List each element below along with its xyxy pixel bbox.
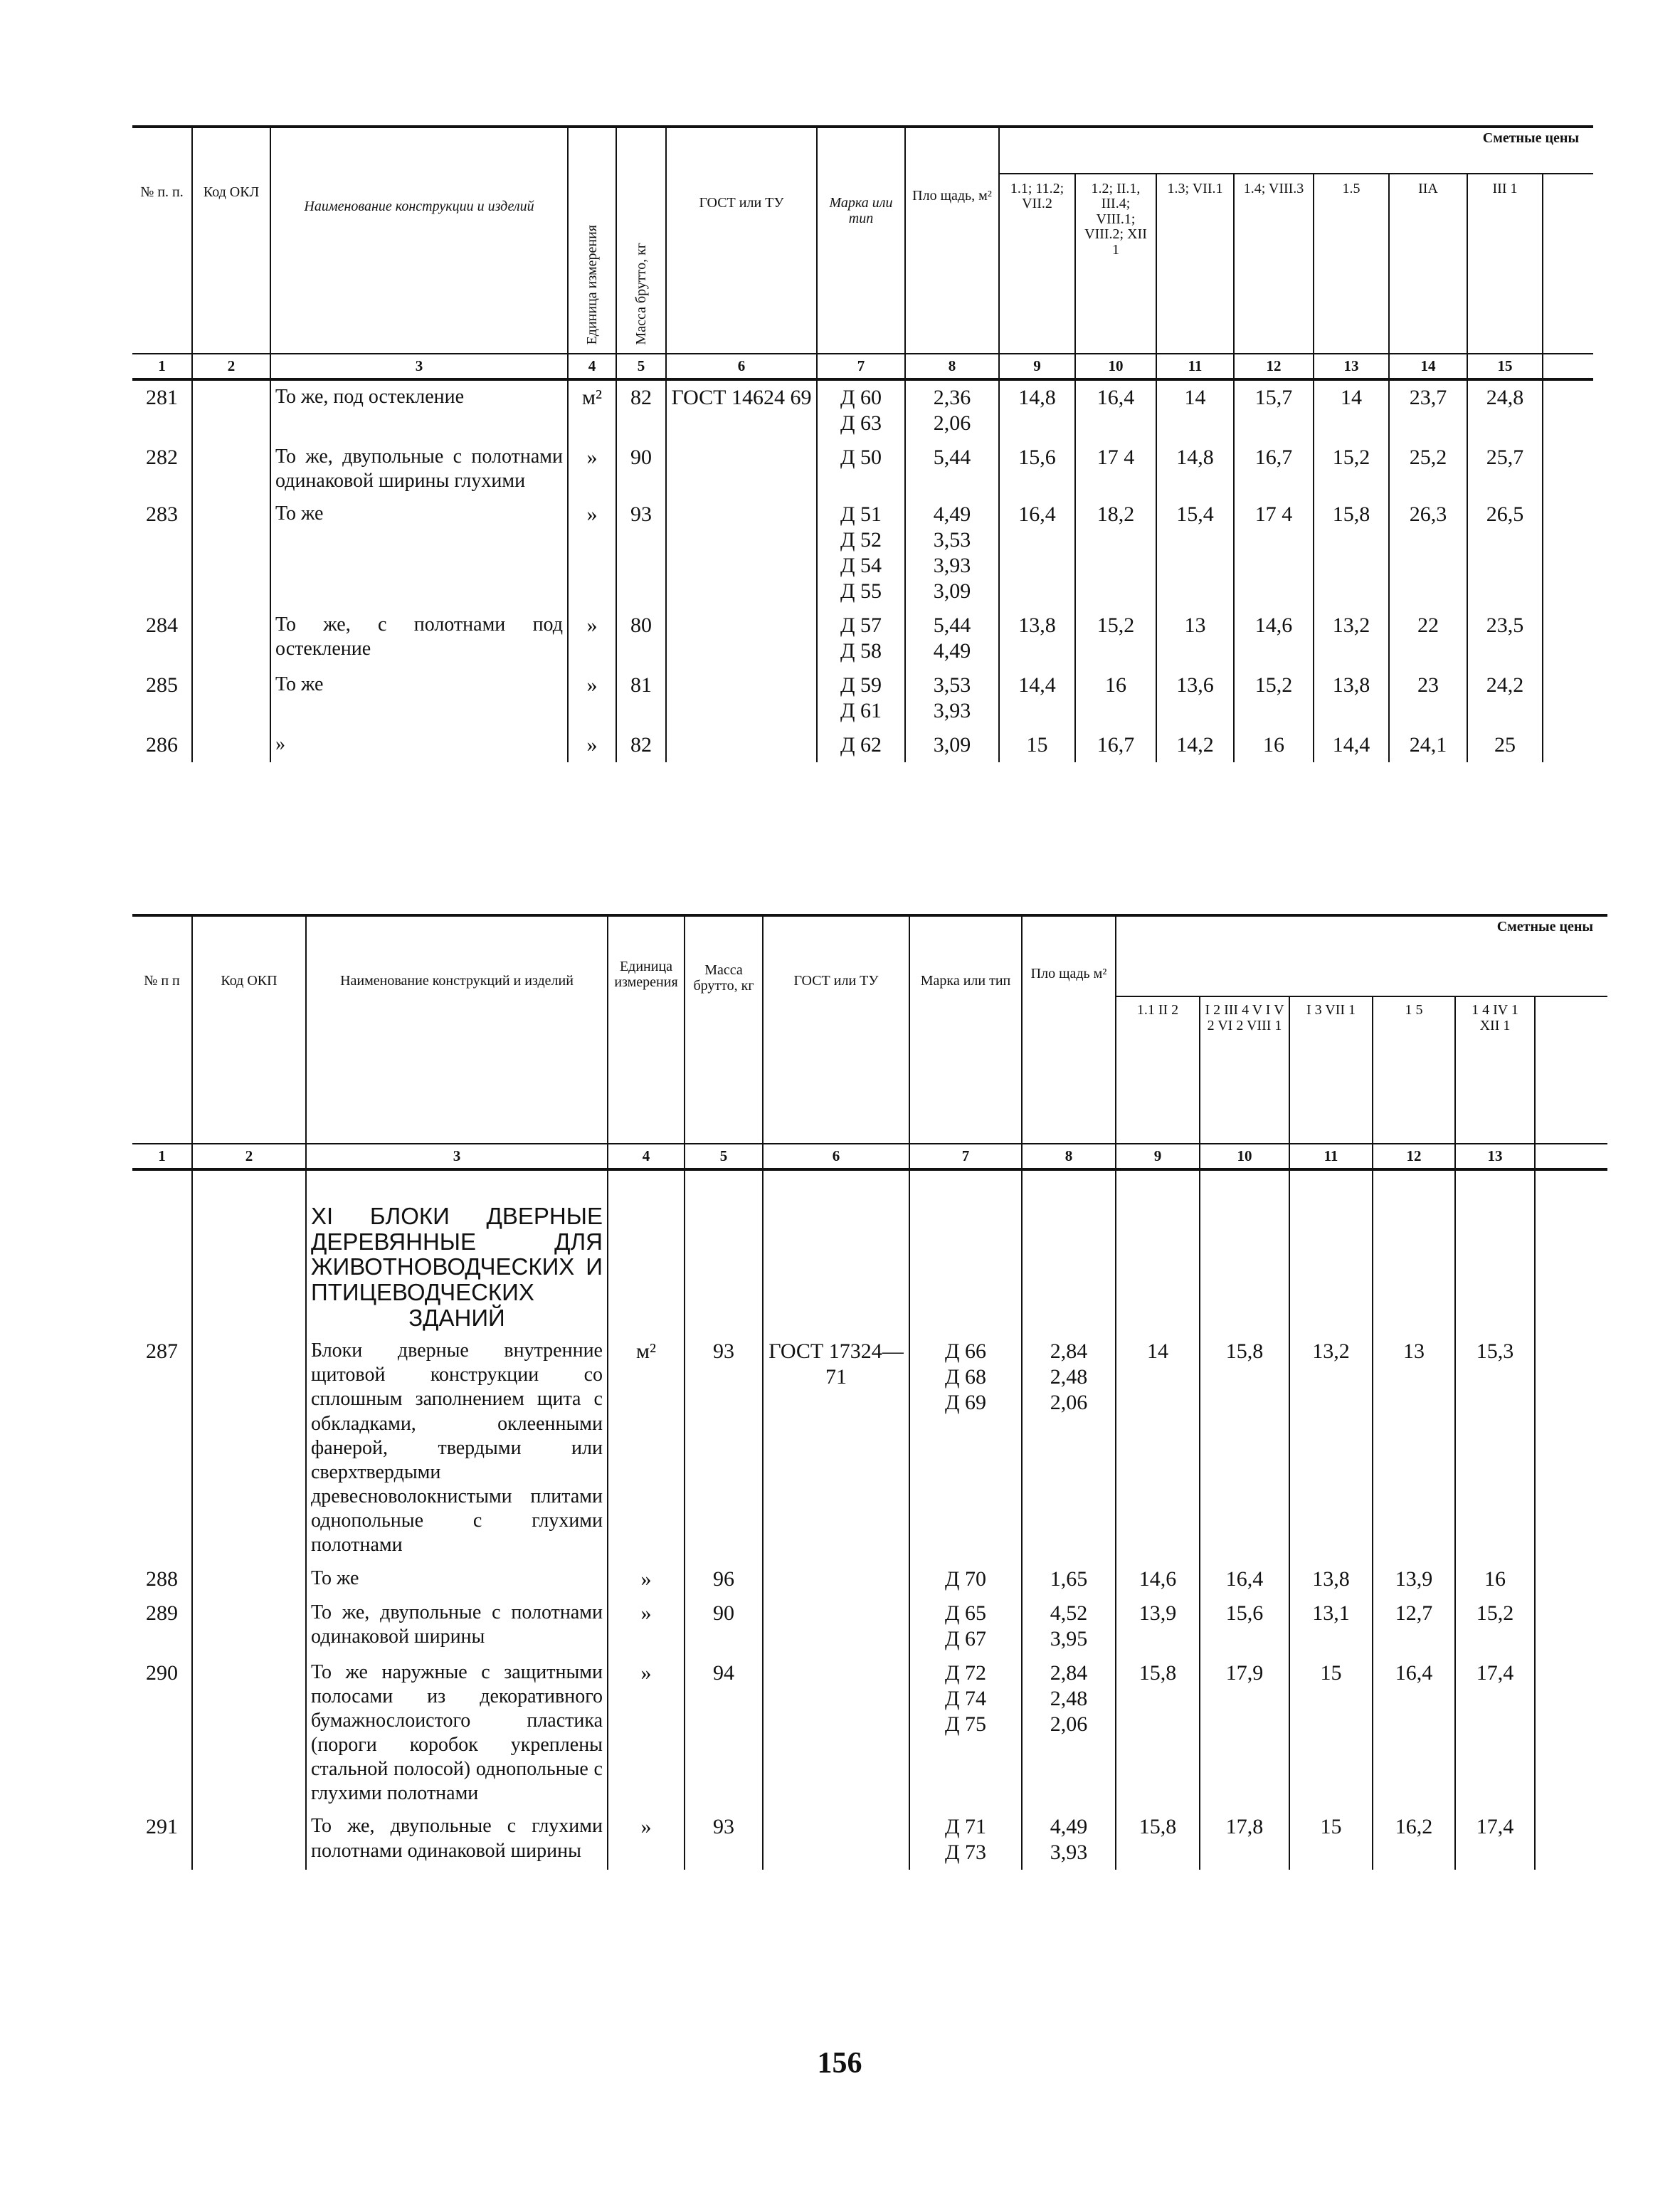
mark-line: Д 66 [945, 1339, 986, 1364]
area-line: 2,84 [1050, 1339, 1088, 1364]
price-value: 25 [1467, 728, 1543, 762]
mass: 93 [685, 1334, 763, 1562]
price-value: 13,8 [999, 609, 1075, 668]
item-name: То же [270, 668, 568, 728]
price-value: 25,2 [1389, 441, 1467, 497]
mark [909, 1810, 1022, 1870]
col-number-spacer [1535, 1144, 1607, 1169]
mark-line: Д 67 [945, 1626, 986, 1650]
mark-line: Д 69 [945, 1391, 986, 1415]
table-row [132, 441, 1593, 497]
header-price-3: I 3 VII 1 [1289, 996, 1373, 1144]
mark-line: Д 65 [945, 1601, 986, 1625]
area [905, 609, 999, 668]
header-price-5: 1.5 [1314, 174, 1389, 354]
gost [763, 1596, 909, 1656]
price-value: 17 4 [1075, 441, 1156, 497]
price-value: 14,8 [999, 379, 1075, 441]
price-value: 25,7 [1467, 441, 1543, 497]
col-number: 5 [685, 1144, 763, 1169]
price-value: 22 [1389, 609, 1467, 668]
price-value: 26,5 [1467, 497, 1543, 609]
section-heading: XI БЛОКИ ДВЕРНЫЕ ДЕРЕВЯННЫЕ ДЛЯ ЖИВОТНОВОДЧЕСКИХ И ПТИЦЕВОДЧЕСКИХ ЗДАНИЙ [311, 1203, 603, 1331]
col-number: 13 [1455, 1144, 1535, 1169]
row-spacer [1543, 379, 1593, 441]
area [1022, 1656, 1116, 1811]
col-number: 9 [1116, 1144, 1200, 1169]
col-number: 8 [1022, 1144, 1116, 1169]
price-value: 24,8 [1467, 379, 1543, 441]
price-value: 16 [1075, 668, 1156, 728]
area-line: 2,06 [1050, 1391, 1088, 1415]
area [1022, 1562, 1116, 1596]
col-number: 7 [909, 1144, 1022, 1169]
col-number-spacer [1543, 354, 1593, 379]
header-price-1: 1.1; 11.2; VII.2 [999, 174, 1075, 354]
header-area: Пло щадь м² [1022, 915, 1116, 1144]
table-row [132, 1562, 1607, 1596]
area-line: 3,93 [1050, 1841, 1088, 1865]
item-name: То же, двупольные с глухими полотнами одинаковой ширины [306, 1810, 608, 1870]
price-value: 15,7 [1234, 379, 1314, 441]
price-value: 23,5 [1467, 609, 1543, 668]
price-value: 13,9 [1116, 1596, 1200, 1656]
okl-code [192, 497, 270, 609]
price-value: 15,2 [1455, 1596, 1535, 1656]
okl-code [192, 728, 270, 762]
price-value: 16,2 [1373, 1810, 1455, 1870]
row-number: 282 [132, 441, 192, 497]
header-gost: ГОСТ или ТУ [763, 915, 909, 1144]
row-number: 287 [132, 1334, 192, 1562]
col-number: 8 [905, 354, 999, 379]
price-value: 15 [999, 728, 1075, 762]
mass: 80 [616, 609, 666, 668]
header-area: Пло щадь, м² [905, 127, 999, 354]
price-value: 17,8 [1200, 1810, 1289, 1870]
unit: м² [608, 1334, 685, 1562]
okl-code [192, 1334, 306, 1562]
okl-code [192, 1656, 306, 1811]
area-line: 3,53 [933, 528, 971, 552]
area [905, 728, 999, 762]
table-row [132, 609, 1593, 668]
price-value: 16,7 [1234, 441, 1314, 497]
header-okl: Код ОКП [192, 915, 306, 1144]
area-line: 4,49 [933, 639, 971, 663]
price-value: 15 [1289, 1810, 1373, 1870]
col-number: 11 [1156, 354, 1234, 379]
col-number: 15 [1467, 354, 1543, 379]
price-value: 14,2 [1156, 728, 1234, 762]
price-value: 23 [1389, 668, 1467, 728]
table-2-body [132, 1169, 1607, 1870]
mark-line: Д 60 [840, 386, 882, 409]
area [1022, 1810, 1116, 1870]
price-value: 14 [1156, 379, 1234, 441]
area-line: 4,49 [933, 502, 971, 527]
row-spacer [1543, 728, 1593, 762]
okl-code [192, 1562, 306, 1596]
mark [817, 497, 905, 609]
unit: » [568, 728, 616, 762]
header-unit: Единица измерения [568, 127, 616, 354]
area-line: 4,49 [1050, 1815, 1088, 1839]
row-number: 284 [132, 609, 192, 668]
header-price-2: 1.2; II.1, III.4; VIII.1; VIII.2; XII 1 [1075, 174, 1156, 354]
header-price-5: 1 4 IV 1 XII 1 [1455, 996, 1535, 1144]
price-value: 24,1 [1389, 728, 1467, 762]
table-row [132, 1810, 1607, 1870]
area [1022, 1596, 1116, 1656]
price-value: 16,4 [1075, 379, 1156, 441]
mark [909, 1334, 1022, 1562]
row-number: 291 [132, 1810, 192, 1870]
area [905, 668, 999, 728]
header-no: № п. п. [132, 127, 192, 354]
area-line: 3,53 [933, 673, 971, 697]
price-value: 17 4 [1234, 497, 1314, 609]
col-number: 13 [1314, 354, 1389, 379]
price-value: 15,2 [1075, 609, 1156, 668]
unit: » [568, 441, 616, 497]
col-number: 14 [1389, 354, 1467, 379]
col-number: 6 [666, 354, 817, 379]
mark-line: Д 63 [840, 411, 882, 435]
mark-line: Д 58 [840, 639, 882, 663]
gost [666, 668, 817, 728]
item-name: » [270, 728, 568, 762]
price-value: 13,8 [1289, 1562, 1373, 1596]
table-row [132, 379, 1593, 441]
col-number: 6 [763, 1144, 909, 1169]
row-spacer [1535, 1656, 1607, 1811]
price-value: 13,9 [1373, 1562, 1455, 1596]
unit: » [608, 1562, 685, 1596]
okl-code [192, 441, 270, 497]
col-number: 12 [1234, 354, 1314, 379]
area-line: 3,93 [933, 699, 971, 723]
gost [666, 497, 817, 609]
price-value: 15 [1289, 1656, 1373, 1811]
mass: 96 [685, 1562, 763, 1596]
price-value: 16 [1455, 1562, 1535, 1596]
price-value: 15,3 [1455, 1334, 1535, 1562]
okl-code [192, 668, 270, 728]
header-price-4: 1.4; VIII.3 [1234, 174, 1314, 354]
price-value: 15,6 [999, 441, 1075, 497]
price-value: 14,4 [999, 668, 1075, 728]
header-okl: Код ОКЛ [192, 127, 270, 354]
table-1-body [132, 379, 1593, 762]
mark [909, 1596, 1022, 1656]
area [905, 497, 999, 609]
price-value: 16,4 [999, 497, 1075, 609]
price-value: 26,3 [1389, 497, 1467, 609]
col-number: 2 [192, 354, 270, 379]
col-number: 12 [1373, 1144, 1455, 1169]
row-spacer [1535, 1596, 1607, 1656]
area-line: 2,48 [1050, 1686, 1088, 1710]
area [905, 441, 999, 497]
area-line: 3,93 [933, 554, 971, 578]
price-table-1 [132, 125, 1593, 762]
mark-line: Д 73 [945, 1841, 986, 1865]
row-number: 283 [132, 497, 192, 609]
mark-line: Д 59 [840, 673, 882, 697]
mass: 93 [685, 1810, 763, 1870]
price-value: 15,8 [1200, 1334, 1289, 1562]
price-value: 15,2 [1314, 441, 1389, 497]
header-mass: Масса брутто, кг [616, 127, 666, 354]
header-mass: Масса брутто, кг [685, 915, 763, 1144]
mark-line: Д 70 [945, 1567, 986, 1591]
mass: 90 [616, 441, 666, 497]
col-number: 3 [270, 354, 568, 379]
mass: 90 [685, 1596, 763, 1656]
okl-code [192, 1596, 306, 1656]
area-line: 3,09 [933, 579, 971, 604]
price-value: 15,8 [1314, 497, 1389, 609]
item-name: То же [306, 1562, 608, 1596]
row-number: 289 [132, 1596, 192, 1656]
price-value: 15,8 [1116, 1810, 1200, 1870]
price-value: 14 [1314, 379, 1389, 441]
price-value: 13,8 [1314, 668, 1389, 728]
mark-line: Д 75 [945, 1712, 986, 1736]
item-name: То же наружные с защитными полосами из декоративного бумажнослоистого пластика (пороги коробок укреплены стальной полосой) однопольные с глухими полотнами [306, 1656, 608, 1811]
price-value: 14 [1116, 1334, 1200, 1562]
area-line: 5,44 [933, 446, 971, 469]
row-spacer [1535, 1810, 1607, 1870]
header-no: № п п [132, 915, 192, 1144]
header-unit: Единица измерения [608, 915, 685, 1144]
area-line: 2,06 [1050, 1712, 1088, 1736]
price-value: 13,2 [1289, 1334, 1373, 1562]
area-line: 2,48 [1050, 1365, 1088, 1389]
row-spacer [1543, 668, 1593, 728]
price-value: 17,4 [1455, 1810, 1535, 1870]
col-number: 11 [1289, 1144, 1373, 1169]
item-name: То же, двупольные с полотнами одинаковой ширины глухими [270, 441, 568, 497]
item-name: Блоки дверные внутренние щитовой конструкции со сплошным заполнением щита с обкладками, оклеенными фанерой, твердыми или сверхтвердыми древесноволокнистыми плитами однопольные с глухими полотнами [306, 1334, 608, 1562]
table-row [132, 728, 1593, 762]
row-number: 290 [132, 1656, 192, 1811]
price-value: 14,8 [1156, 441, 1234, 497]
item-name: То же, с полотнами под остекление [270, 609, 568, 668]
area-line: 5,44 [933, 614, 971, 638]
price-value: 13 [1373, 1334, 1455, 1562]
header-price-7: III 1 [1467, 174, 1543, 354]
mass: 82 [616, 728, 666, 762]
header-name: Наименование конструкции и изделий [270, 127, 568, 354]
price-value: 14,6 [1234, 609, 1314, 668]
col-number: 10 [1200, 1144, 1289, 1169]
mark [909, 1562, 1022, 1596]
okl-code [192, 379, 270, 441]
unit: » [568, 497, 616, 609]
header-price-2: I 2 III 4 V I V 2 VI 2 VIII 1 [1200, 996, 1289, 1144]
price-value: 16 [1234, 728, 1314, 762]
okl-code [192, 609, 270, 668]
mass: 81 [616, 668, 666, 728]
row-spacer [1543, 441, 1593, 497]
header-mark: Марка или тип [909, 915, 1022, 1144]
mark-line: Д 74 [945, 1686, 986, 1710]
unit: » [608, 1810, 685, 1870]
price-value: 15,2 [1234, 668, 1314, 728]
item-name: То же, двупольные с полотнами одинаковой ширины [306, 1596, 608, 1656]
row-number: 285 [132, 668, 192, 728]
item-name: То же, под остекление [270, 379, 568, 441]
area [1022, 1334, 1116, 1562]
header-gost: ГОСТ или ТУ [666, 127, 817, 354]
col-number: 10 [1075, 354, 1156, 379]
mark-line: Д 72 [945, 1660, 986, 1685]
mark [817, 668, 905, 728]
mark-line: Д 62 [840, 733, 882, 757]
gost: ГОСТ 14624 69 [666, 379, 817, 441]
gost [666, 609, 817, 668]
price-value: 15,4 [1156, 497, 1234, 609]
mark-line: Д 50 [840, 446, 882, 469]
table-row [132, 668, 1593, 728]
price-value: 16,7 [1075, 728, 1156, 762]
gost [763, 1562, 909, 1596]
mark-line: Д 57 [840, 614, 882, 638]
price-table-2 [132, 914, 1607, 1870]
row-spacer [1543, 609, 1593, 668]
gost [763, 1810, 909, 1870]
gost [666, 728, 817, 762]
price-value: 15,6 [1200, 1596, 1289, 1656]
table-row [132, 1596, 1607, 1656]
table-row [132, 497, 1593, 609]
gost: ГОСТ 17324—71 [763, 1334, 909, 1562]
area [905, 379, 999, 441]
page-number: 156 [817, 2047, 862, 2080]
price-value: 14,6 [1116, 1562, 1200, 1596]
mass: 93 [616, 497, 666, 609]
price-value: 13 [1156, 609, 1234, 668]
area-line: 2,36 [933, 386, 971, 409]
header-price-6: IIA [1389, 174, 1467, 354]
col-number: 2 [192, 1144, 306, 1169]
header-spacer [1535, 996, 1607, 1144]
area-line: 2,84 [1050, 1660, 1088, 1685]
area-line: 4,52 [1050, 1601, 1088, 1625]
gost [666, 441, 817, 497]
area-line: 1,65 [1050, 1567, 1088, 1591]
unit: » [608, 1596, 685, 1656]
header-spacer [1543, 174, 1593, 354]
row-spacer [1535, 1334, 1607, 1562]
price-value: 16,4 [1200, 1562, 1289, 1596]
col-number: 3 [306, 1144, 608, 1169]
price-value: 18,2 [1075, 497, 1156, 609]
row-spacer [1543, 497, 1593, 609]
price-group-label: Сметные цены [999, 127, 1593, 174]
price-value: 17,9 [1200, 1656, 1289, 1811]
header-price-1: 1.1 II 2 [1116, 996, 1200, 1144]
mark [817, 441, 905, 497]
header-price-3: 1.3; VII.1 [1156, 174, 1234, 354]
col-number: 4 [608, 1144, 685, 1169]
col-number: 4 [568, 354, 616, 379]
header-price-4: 1 5 [1373, 996, 1455, 1144]
price-value: 13,1 [1289, 1596, 1373, 1656]
price-value: 17,4 [1455, 1656, 1535, 1811]
price-value: 13,6 [1156, 668, 1234, 728]
price-value: 15,8 [1116, 1656, 1200, 1811]
row-number: 281 [132, 379, 192, 441]
mark-line: Д 51 [840, 502, 882, 527]
item-name: То же [270, 497, 568, 609]
price-value: 16,4 [1373, 1656, 1455, 1811]
col-number: 1 [132, 354, 192, 379]
mass: 94 [685, 1656, 763, 1811]
unit: » [568, 609, 616, 668]
price-value: 23,7 [1389, 379, 1467, 441]
mark-line: Д 54 [840, 554, 882, 578]
row-number: 288 [132, 1562, 192, 1596]
area-line: 2,06 [933, 411, 971, 435]
table-row [132, 1656, 1607, 1811]
mark-line: Д 55 [840, 579, 882, 604]
col-number: 7 [817, 354, 905, 379]
okl-code [192, 1810, 306, 1870]
row-number: 286 [132, 728, 192, 762]
mass: 82 [616, 379, 666, 441]
unit: м² [568, 379, 616, 441]
col-number: 1 [132, 1144, 192, 1169]
unit: » [568, 668, 616, 728]
col-number: 5 [616, 354, 666, 379]
header-mark: Марка или тип [817, 127, 905, 354]
col-number: 9 [999, 354, 1075, 379]
table-row [132, 1334, 1607, 1562]
mark-line: Д 61 [840, 699, 882, 723]
mark-line: Д 71 [945, 1815, 986, 1839]
mark [817, 728, 905, 762]
header-name: Наименование конструкций и изделий [306, 915, 608, 1144]
area-line: 3,09 [933, 733, 971, 757]
area-line: 3,95 [1050, 1626, 1088, 1650]
price-value: 13,2 [1314, 609, 1389, 668]
price-value: 24,2 [1467, 668, 1543, 728]
gost [763, 1656, 909, 1811]
row-spacer [1535, 1562, 1607, 1596]
price-group-label: Сметные цены [1116, 915, 1607, 996]
section-heading-row [132, 1169, 1607, 1334]
mark-line: Д 68 [945, 1365, 986, 1389]
unit: » [608, 1656, 685, 1811]
mark [909, 1656, 1022, 1811]
mark-line: Д 52 [840, 528, 882, 552]
price-value: 12,7 [1373, 1596, 1455, 1656]
mark [817, 379, 905, 441]
price-value: 14,4 [1314, 728, 1389, 762]
mark [817, 609, 905, 668]
